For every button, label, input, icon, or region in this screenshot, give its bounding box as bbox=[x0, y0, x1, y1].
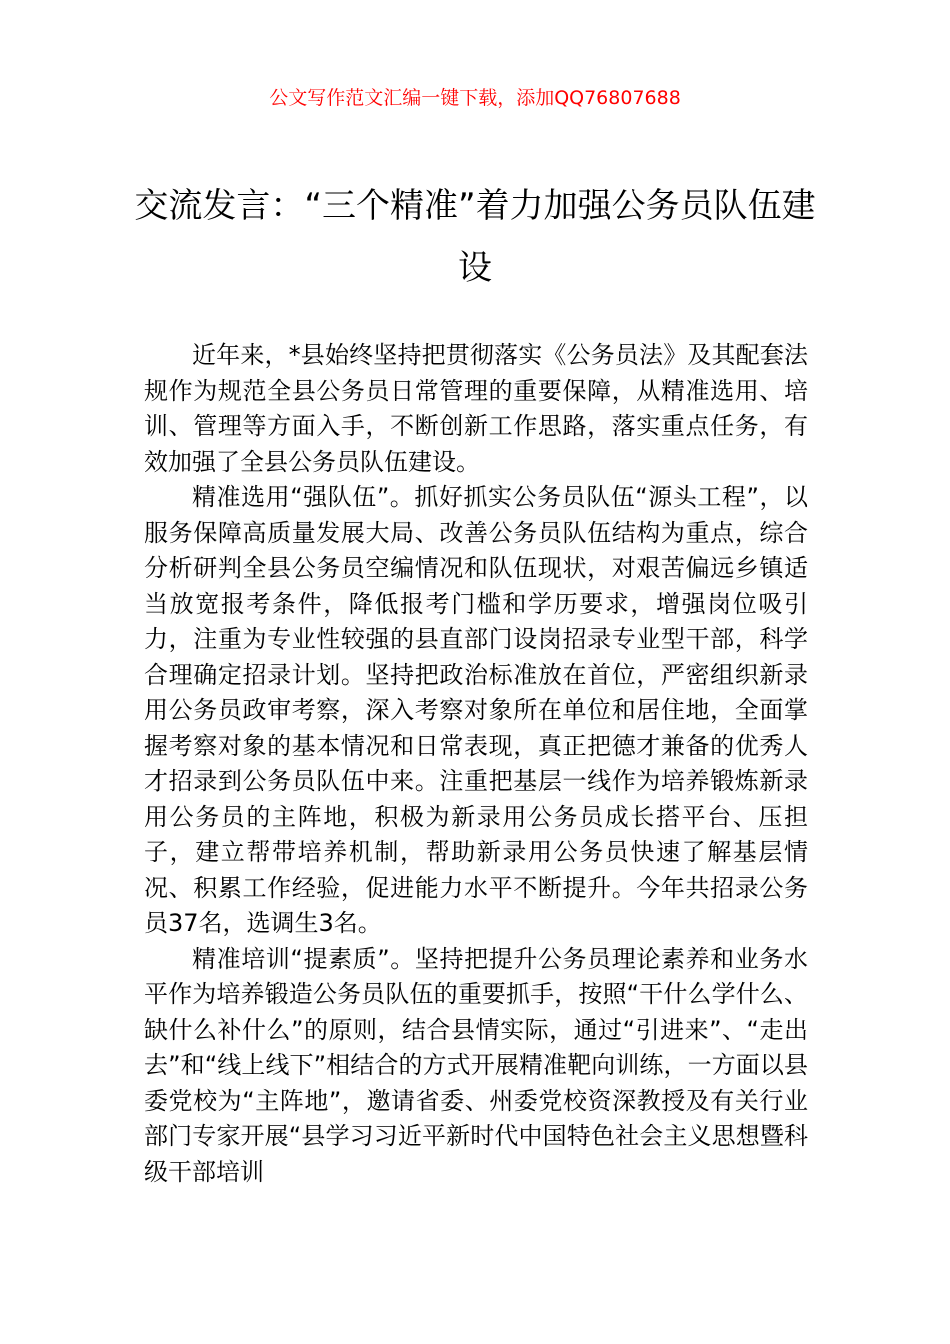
download-banner: 公文写作范文汇编一键下载，添加QQ76807688 bbox=[269, 87, 681, 109]
paragraph-training: 精准培训“提素质”。坚持把提升公务员理论素养和业务水平作为培养锻造公务员队伍的重要抓手，按照“干什么学什么、缺什么补什么”的原则，结合县情实际，通过“引进来”、“走出去”和“线上线下”相结合的方式开展精准靶向训练，一方面以县委党校为“主阵地”，邀请省委、州委党校资深教授及有关行业部门专家开展“县学习习近平新时代中国特色社会主义思想暨科级干部培训 bbox=[144, 944, 808, 1186]
document-title: 交流发言：“三个精准”着力加强公务员队伍建设 bbox=[134, 186, 816, 288]
document-body bbox=[144, 338, 808, 1190]
paragraph-intro: 近年来，*县始终坚持把贯彻落实《公务员法》及其配套法规作为规范全县公务员日常管理的重要保障，从精准选用、培训、管理等方面入手，不断创新工作思路，落实重点任务，有效加强了全县公务员队伍建设。 bbox=[144, 341, 808, 476]
paragraph-selection: 精准选用“强队伍”。抓好抓实公务员队伍“源头工程”，以服务保障高质量发展大局、改善公务员队伍结构为重点，综合分析研判全县公务员空编情况和队伍现状，对艰苦偏远乡镇适当放宽报考条件，降低报考门槛和学历要求，增强岗位吸引力，注重为专业性较强的县直部门设岗招录专业型干部，科学合理确定招录计划。坚持把政治标准放在首位，严密组织新录用公务员政审考察，深入考察对象所在单位和居住地，全面掌握考察对象的基本情况和日常表现，真正把德才兼备的优秀人才招录到公务员队伍中来。注重把基层一线作为培养锻炼新录用公务员的主阵地，积极为新录用公务员成长搭平台、压担子，建立帮带培养机制，帮助新录用公务员快速了解基层情况、积累工作经验，促进能力水平不断提升。今年共招录公务员37名，选调生3名。 bbox=[144, 483, 808, 937]
